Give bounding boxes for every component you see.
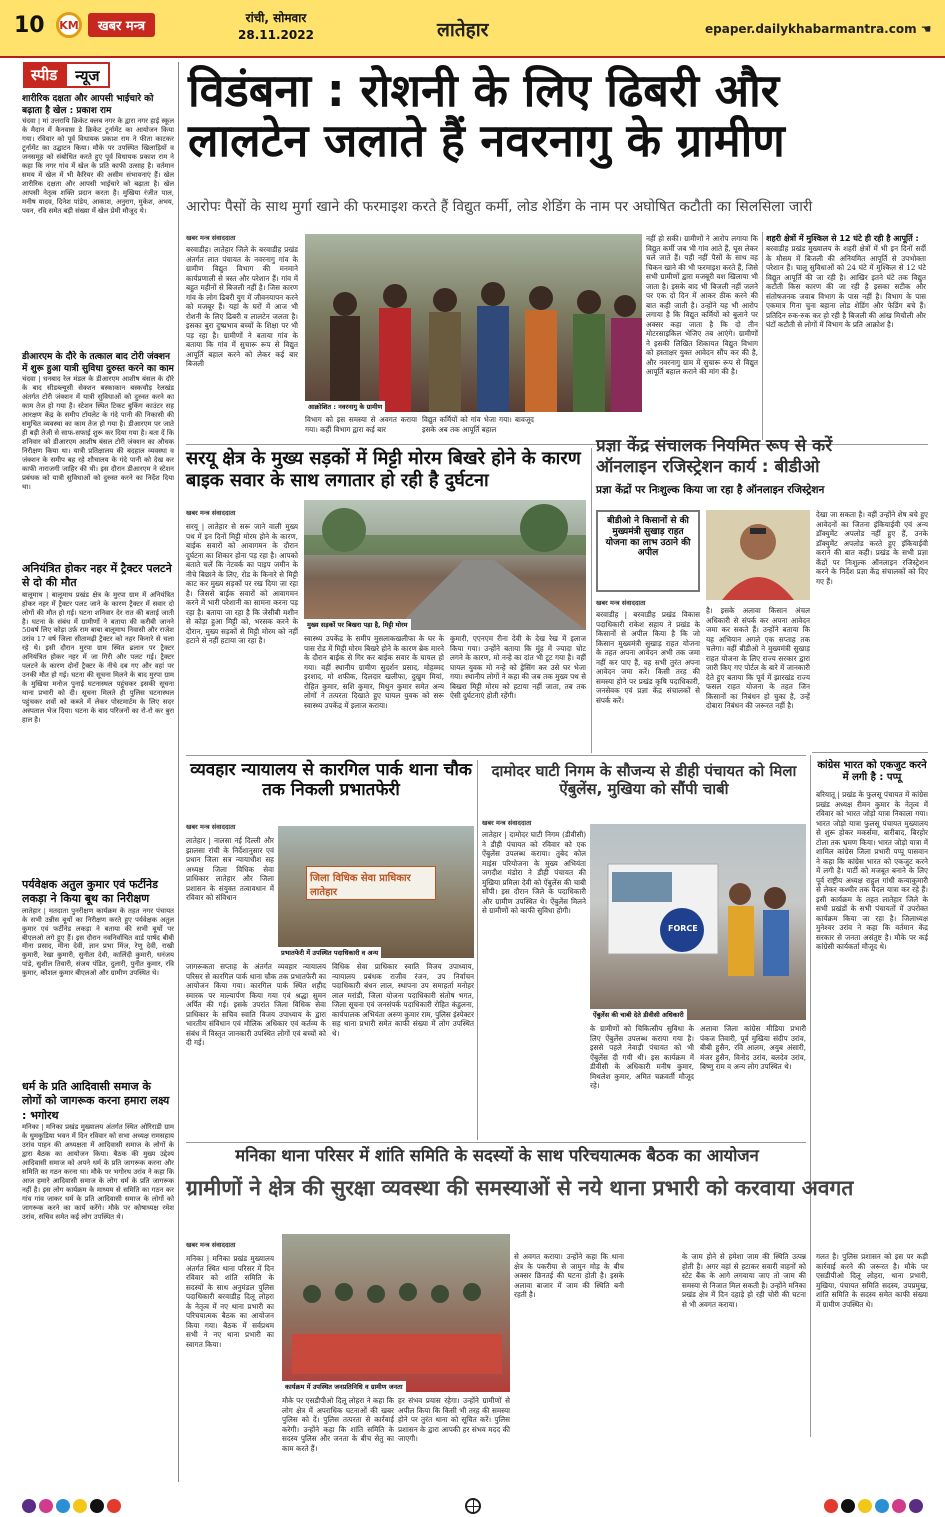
brief-headline: धर्म के प्रति आदिवासी समाज के लोगों को जागरूक करना हमारा लक्ष्य : भगोरथ (22, 1080, 170, 1122)
cursor-icon: ☚ (920, 22, 932, 36)
brief-headline: डीआरएम के दौरे के तत्काल बाद टोरी जंक्शन में शुरू हुआ यात्री सुविधा दुरुस्त करने का काम (22, 352, 174, 374)
color-dots-left (22, 1499, 121, 1513)
dvc-col-2: के ग्रामीणों को चिकित्सीय सुविधा के लिए ऐंबुलेंस उपलब्ध कराया गया है। इससे पहले नेवाड़ी पंचायत को भी ऐंबुलेंस दी गयी थी। इस कार्यक्रम में डीवीसी के अधिकारी मनीष कुमार, मिथलेश कुमार, अमित चक्रवर्ती मौजूद रहे। (590, 1024, 694, 1090)
meeting-scene (282, 1234, 510, 1392)
road-photo (304, 500, 586, 630)
color-dot (56, 1499, 70, 1513)
dvc-col-1: लातेहार | दामोदर घाटी निगम (डीवीसी) ने डीही पंचायत को रविवार को एक ऐंबुलेंस उपलब्ध कराया। तुबेद कोल माइंस परियोजना के मुख्य अभियंता जगदीश मंडोरा ने डीही पंचायत की मुखिया प्रमिला देवी को ऐंबुलेंस की चाबी सौंपी। इस दौरान जिले के पदाधिकारी और ग्रामीण उपस्थित थे। ऐंबुलेंस मिलने से ग्रामीणों को काफी सुविधा होगी। (482, 830, 586, 915)
manika-col-5: के जाम होने से हमेशा जाम की स्थिति उत्पन्न होती है। अगर वहां से हटाकर सवारी वाहनों को स्टेट बैंक के आगे लगवाया जाए तो जाम की समस्या से निजात मिल सकती है। उन्होंने मनिका प्रखंड क्षेत्र में दिन दहाड़े हो रही चोरी की घटना से भी अवगत कराया। (682, 1252, 806, 1309)
city-day: रांची, सोमवार (245, 11, 307, 25)
brief-body: मनिका | मनिका प्रखंड मुख्यालय अंतर्गत स्थित ओरिराडी ग्राम के धुमकुडिया भवन में दिन रविवार को सभा अध्यक्ष रामसहाय उरांव पाहन की अध्यक्षता में आदिवासी समाज के लोगों के द्वारा बैठक का आयोजन किया। बैठक की मुख्य उद्देश्य आदिवासी समाज को अपने धर्म के प्रति जागरूक करना और समिति का गठन करना था। मौके पर भगोरथ उरांव ने कहा कि आज हमारे आदिवासी समाज के लोग धर्म के प्रति जागरूक नहीं है। इस लोग कार्यक्रम के माध्यम से समिति का गठन कर गांव गांव जाकर धर्म के प्रति आदिवासी समाज के लोगों को जागरूक करने का कार्य करेंगे। मौके पर कोषाध्यक्ष रमेश उरांव, सचिव समेत कई लोग उपस्थित थे। (22, 1122, 174, 1221)
brief-body: चंदवा | मां उत्तरायि क्रिकेट क्लब नगर के द्वारा नगर हाई स्कूल के मैदान में कैनवास डे क्रिकेट टूर्नामेंट का आयोजन किया गया। रविवार को पूर्व विधायक प्रकाश राम ने फीता काटकर टूर्नामेंट का उद्घाटन किया। मौके पर उपस्थित खिलाड़ियों व जनसमूह को संबोधित करते हुए पूर्व विधायक प्रकाश राम ने कहा कि नगर गांव में खेल के प्रति काफी उत्साह है। वर्तमान समय में खेल में भी कैरियर की असीम संभावनाएं हैं। खेल शारीरिक दक्षता और आपसी भाईचारे को बढ़ाता है। खेल आपसी नेतृत्व शक्ति प्रदान करता है। मुखिया रंजीत पाल, मनीष यादव, दिनेश पांडेय, आकाश, अनुराग, मुकेश, अभय, पवन, रवि समेत बड़ी संख्या में खेल प्रेमी मौजूद थे। (22, 117, 174, 216)
newspaper-logo (56, 12, 155, 38)
pragya-headline-line2: ऑनलाइन रजिस्ट्रेशन कार्य : बीडीओ (596, 457, 820, 478)
left-brief-5 (22, 1080, 174, 1483)
meeting-photo-caption: कार्यक्रम में उपस्थित जनप्रतिनिधि व ग्रामीण जनता (282, 1381, 406, 1392)
color-dots-right (824, 1499, 923, 1513)
portrait-icon (706, 510, 810, 600)
road-photo-caption: मुख्य सड़कों पर बिखरा पड़ा है, मिट्टी मोरम (304, 619, 411, 630)
sarayu-col-1: सरयू | लातेहार से सरू जाने वाली मुख्य पथ में इन दिनों मिट्टी मोरम होने के कारण, बाईक सवारों को आवागमन के दौरान दुर्घटना का शिकार होना पड़ रहा है। आपको बताते चलें कि नेटवर्क का पाइप जमीन के नीचे बिछाने के लिए, रोड के किनारे से मिट्टी काट कर मुख्य सड़कों पर रख दिया जा रहा है। जिससे बाईक सवारों को आवागमन करने में भारी परेशानी का सामना करना पड़ रहा है। बताया जा रहा है कि जेसीबी मशीन से कोड़ा हुआ मिट्टी को, भरसक करने के दौरान, मुख्य सड़कों से मिट्टी मोरम को नहीं हटाने से नहीं हटाया जा रहा है। (186, 522, 298, 645)
main-subhead: आरोपः पैसों के साथ मुर्गा खाने की फरमाइश करते हैं विद्युत कर्मी, लोड शेडिंग के नाम पर अघोषित कटौती का सिलसिला जारी (186, 199, 813, 215)
left-brief-4 (22, 878, 174, 1077)
section-rule (186, 755, 806, 756)
sarayu-col-2: स्वास्थ्य उपकेंद्र के समीप मुसलाकखलीफा के घर के पास रोड में मिट्टी मोरम बिखरे होने के कारण ब्रेक मारने के दौरान बाईक से गिर कर बाईक सवार के घायल हो गया। वहीं स्थानीय ग्रामीण सुदर्शन प्रसाद, मोहम्मद इरशाद, मो शफीक, दिलदार खलीफा, दुखुम मियां, रोहित कुमार, सशि कुमार, मिथुन कुमार समेत अन्य लोगों ने तत्परता दिखाते हुए घायल युवक को सरू स्वास्थ्य उपकेंद्र में इलाज कराया। (304, 634, 444, 710)
logo-badge-icon: KM (56, 12, 82, 38)
color-dot (858, 1499, 872, 1513)
ambulance-brand: FORCE (668, 924, 698, 933)
pragya-headline-line1: प्रज्ञा केंद्र संचालक नियमित रूप से करें (596, 436, 833, 456)
section-title: लातेहार (437, 19, 489, 41)
court-col-1: लातेहार | नालसा नई दिल्ली और झालसा रांची के निर्देशानुसार एवं प्रधान जिला सत्र न्यायाधीश सह अध्यक्ष जिला विधिक सेवा प्राधिकार लातेहार और जिला प्रशासन के संयुक्त तत्वावधान में रविवार को संविधान (186, 836, 274, 902)
court-col-2: जागरूकता सप्ताह के अंतर्गत व्यवहार न्यायालय परिसर से कारगिल पार्क थाना चौक तक प्रभातफेरी का आयोजन किया गया। कारगिल पार्क स्थित शहीद स्मारक पर माल्यार्पण किया गया एवं श्रद्धा सुमन अर्पित की गई। इसके उपरांत जिला विधिक सेवा प्राधिकार के सचिव स्वाति विजय उपाध्याय के द्वारा भारतीय संविधान एवं मौलिक अधिकार एवं कर्तव्य के संबंध में विस्तृत जानकारी उपस्थित लोगों एवं बच्चों को दी गई। (186, 962, 326, 1047)
main-photo (305, 234, 642, 412)
main-headline (188, 66, 928, 167)
ambulance-photo (590, 824, 806, 1020)
color-dot (107, 1499, 121, 1513)
main-photo-caption: आक्रोशित : नवरनागु के ग्रामीण (305, 401, 385, 412)
section-rule (186, 1142, 806, 1143)
color-dot (909, 1499, 923, 1513)
manika-headline-1: मनिका थाना परिसर में शांति समिति के सदस्यों के साथ परिचयात्मक बैठक का आयोजन (235, 1146, 759, 1165)
sarayu-headline: सरयू क्षेत्र के मुख्य सड़कों में मिट्टी मोरम बिखरे होने के कारण बाइक सवार के साथ लगातार हो रही है दुर्घटना (186, 448, 581, 491)
byline: खबर मन्त्र संवाददाता (596, 599, 646, 607)
column-divider (591, 448, 592, 753)
court-headline: व्यवहार न्यायालय से कारगिल पार्क थाना चौक तक निकली प्रभातफेरी (190, 760, 472, 801)
manika-col-3: हर संभव प्रयास रहेगा। उन्होंने ग्रामीणों से अपील किया कि किसी भी तरह की समस्या होने पर तुरंत थाना को सूचित करें। पुलिस प्रशासन के द्वारा आपकी हर संभव मदद की जाएगी। (398, 1396, 510, 1443)
epaper-url[interactable] (705, 22, 932, 36)
logo-name: खबर मन्त्र (88, 13, 155, 37)
left-brief-3 (22, 562, 174, 863)
brief-body: बालूमाथ | बालूमाथ प्रखंड क्षेत्र के मुरपा ग्राम में अनियंत्रित होकर नहर में ट्रैक्टर पलट जाने के कारण ट्रैक्टर में सवार दो लोगों की मौत हो गई। घटना शनिवार देर रात की बताई जाती है। घटना के संबंध में ग्रामीणों ने बताया की करीबी जानने 50वर्ष लिए कोड़ा उर्फ़ राम बाबा बालूमाथ निवासी और राजेश उरांव 17 वर्ष जिला सीतामढ़ी ट्रैक्टर को नहर किनारे से चला रहे थे। इसी दौरान मुरपा ग्राम स्थित ढलान पर ट्रैक्टर अनियंत्रित होकर नहर में जा गिरी और पलट गई। ट्रैक्टर पलटने के कारण दोनों ट्रैक्टर के नीचे दब गए और वहां पर उनकी मौत हो गई। घटना की सूचना मिलने के बाद मुरपा ग्राम के मुखिया मनोज पुनाई घटनास्थल पहुंचकर इसकी सूचना थाना प्रभारी को दी। सूचना मिलते ही पुलिस घटनास्थल पहुंचकर शवों को कब्जे में लेकर पोस्टमार्टम के लिए सदर अस्पताल भेज दिया। घटना के बाद परिजनों का रो-रो कर बुरा हाल है। (22, 590, 174, 725)
page-number: 10 (14, 13, 45, 38)
manika-headline-2: ग्रामीणों ने क्षेत्र की सुरक्षा व्यवस्था की समस्याओं से नये थाना प्रभारी को करवाया अवगत (186, 1176, 854, 1200)
main-col-3: विद्युत कर्मियों को गांव भेजा गया। बावजूद इसके अब तक आपूर्ति बहाल (422, 415, 534, 434)
pragya-subhead: प्रज्ञा केंद्रों पर निःशुल्क किया जा रहा है ऑनलाइन रजिस्ट्रेशन (596, 484, 825, 496)
registration-mark-icon (465, 1498, 481, 1514)
brief-body: लातेहार | मतदाता पुनरीक्षण कार्यक्रम के तहत नगर पंचायत के सभी उन्नीस बूथों का निरीक्षण करते हुए पर्यवेक्षक अतुल कुमार एवं फर्टीनेड लकड़ा ने बताया की सभी बूथों पर बीएलओ लगे हुए हैं। इस दौरान नवनिर्वाचित वार्ड पार्षद बीबी मीना प्रसाद, मीना देवी, ज्ञान प्रभा मिंज, रेणु देवी, राखी कुमारी, रेखा कुमारी, सुनीता देवी, कालिंदी कुमारी, धनंजय पांडे, सुशील तिवारी, संजय पंडित, दुलारी, पुनीत कुमार, रवि कुमार, कौशल कुमार बीएलओ और ग्रामीण उपस्थित थे। (22, 906, 174, 978)
congress-headline: कांग्रेस भारत को एकजुट करने में लगी है : पप्पू (817, 760, 927, 783)
epaper-link[interactable]: epaper.dailykhabarmantra.com (705, 22, 917, 36)
main-sidebar (766, 234, 926, 434)
rally-photo (278, 826, 474, 958)
manika-col-4: से अवगत कराया। उन्होंने कहा कि थाना क्षेत्र के पकरीया से जामुन मोड़ के बीच अक्सर छिनतई की घटना होती है। इसके अलावा बाजार में जाम की स्थिति बनी रहती है। (514, 1252, 624, 1299)
main-col-4: नहीं हो सकी। ग्रामीणों ने आरोप लगाया कि विद्युत कर्मी जब भी गांव आते हैं, घूस लेकर चले जाते हैं। यही नहीं पैसों के साथ वह चिकन खाने की भी फरमाइश करते हैं, जिसे सभी ग्रामीणों द्वारा मजबूरी वश खिलाया भी जाता है। इसके बाद भी बिजली नहीं जलने पर एक दो दिन में आकर ठीक करने की बात कही जाती है। उन्होंने यह भी आरोप लगाया है कि विद्युत कर्मियों को बुलाने पर अक्सर कहा जाता है कि दो तीन मोटरसाइकिल भेजिए तब आएंगे। ग्रामीणों ने इसकी लिखित शिकायत विद्युत विभाग को हस्ताक्षर युक्त आवेदन सौंप कर की है, और नवरनागु ग्राम में सुचारू रूप से विद्युत आपूर्ति बहाल कराने की मांग की है। (646, 234, 758, 376)
congress-body: बरियातू | प्रखंड के फुलसू पंचायत में कांग्रेस प्रखंड अध्यक्ष रीमन कुमार के नेतृत्व में रविवार को भारत जोड़ो यात्रा निकाला गया। भारत जोड़ो यात्रा फुलसू पंचायत मुख्यालय से शुरू होकर मकर्समा, बारीबाद, बिरहोर टोला तक भ्रमण किया। भारत जोड़ो यात्रा में शामिल कांग्रेस जिला प्रभारी पप्पू पासवान ने कहा कि कांग्रेस भारत को एकजुट करने में लगी है। पार्टी को मजबूत बनाने के लिए पूर्व राष्ट्रीय अध्यक्ष राहुल गांधी कन्याकुमारी से लेकर कश्मीर तक पैदल यात्रा कर रहे हैं। इसी कार्यक्रम के तहत लातेहार जिले के सभी प्रखंडों के सभी पंचायतों में उपरोक्त कार्यक्रम किया जा रहा है। जिलाध्यक्ष मुनेश्वर उरांव ने कहा कि वर्तमान केंद्र सरकार से जनता असंतुष्ट है। मौके पर कई कांग्रेसी कार्यकर्ता मौजूद थे। (816, 790, 928, 951)
main-headline-line1: विडंबना : रोशनी के लिए ढिबरी और (188, 64, 780, 117)
ambulance-photo-caption: ऐंबुलेंस की चाबी देते डीवीसी अधिकारी (590, 1009, 687, 1020)
byline: खबर मन्त्र संवाददाता (482, 819, 532, 827)
masthead (0, 0, 945, 58)
news-label: न्यूज (65, 62, 109, 88)
byline: खबर मन्त्र संवाददाता (186, 509, 236, 517)
print-marks (0, 1495, 945, 1517)
pragya-col-3: देखा जा सकता है। वहीं उन्होंने शेष बचे हुए आवेदनों का जितना इंकियाईवी एवं अन्य डॉक्युमेंट अपलोड नहीं हुए हैं, उनके डॉक्युमेंट अपलोड करते हुए इंकियाईवी कराने की बात कही। प्रखंड के सभी प्रज्ञा केंद्रों पर निःशुल्क ऑनलाइन रजिस्ट्रेशन करने के निर्देश प्रज्ञा केंद्र संचालकों को दिए गए हैं। (816, 510, 928, 586)
color-dot (22, 1499, 36, 1513)
main-col-2: विभाग को इस समस्या से अवगत कराया गया। कहीं विभाग द्वारा कई बार (305, 415, 417, 434)
meeting-photo (282, 1234, 510, 1392)
rally-photo-caption: प्रभातफेरी में उपस्थित पदाधिकारी व अन्य (278, 947, 381, 958)
color-dot (90, 1499, 104, 1513)
column-divider (178, 62, 179, 1482)
manika-col-2: मौके पर एसडीपीओ दिलू लोहरा ने कहा कि लोग क्षेत्र में अपराधिक घटनाओं की खबर पुलिस को दें। पुलिस तत्परता से कार्रवाई करेगी। उन्होंने कहा कि शांति समिति के सदस्य पुलिस और जनता के बीच सेतु का काम करते हैं। (282, 1396, 394, 1453)
sidebar-headline: शहरी क्षेत्रों में मुश्किल से 12 घंटे ही रही है आपूर्ति : (766, 234, 919, 243)
pragya-headline (596, 436, 928, 479)
color-dot (73, 1499, 87, 1513)
dateline (238, 10, 314, 44)
bdo-portrait (706, 510, 810, 600)
byline: खबर मन्त्र संवाददाता (186, 234, 236, 242)
main-col-1: बरवाडीह। लातेहार जिले के बरवाडीह प्रखंड अंतर्गत लात पंचायत के नवरनागु गांव के ग्रामीण विद्युत विभाग की मनमाने कार्यप्रणाली से त्रस्त और परेशान हैं। गांव में बहुत महीनों से बिजली नहीं है। जिस कारण गांव के लोग ढिबरी युग में जीवनयापन करने को मजबूर हैं। यहां के घरों में आज भी रोशनी के लिए ढिबरी व लालटेन जलता है। इसका बुरा दुष्प्रभाव बच्चों के शिक्षा पर भी पड़ रहा है। ग्रामीणों ने बताया गांव के बताया कि गांव में सुचारू रूप से विद्युत आपूर्ति बहाल करने को लेकर कई बार बिजली (186, 245, 298, 368)
sidebar-body: बरवाडीह प्रखंड मुख्यालय के शहरी क्षेत्रों में भी इन दिनों सर्दी के मौसम में बिजली की अनियमित आपूर्ति से उपभोक्ता परेशान हैं। चालू सुविधाओं को 24 घंटे में मुश्किल से 12 घंटे विद्युत आपूर्ति की जा रही है। आखिर इतने घंटे तक विद्युत कटौती किस कारण की जा रही है इसका सटीक और संतोषजनक जवाब विभाग के पास नहीं है। विभाग के पास एकमात्र गिना चुना बहाना लोड शेडिंग और फेडिंग बचे हैं। प्रतिदिन रुक-रुक कर हो रही है बिजली की आंख मिचौली और घंटों कटौती से लोगों में विभाग के प्रति आक्रोश है। (766, 244, 926, 330)
left-brief-2 (22, 352, 174, 565)
column-divider (477, 760, 478, 1140)
pragya-highlight-box: बीडीओ ने किसानों से की मुख्यमंत्री सुखाड़ राहत योजना का लाभ उठाने की अपील (596, 510, 700, 592)
manika-col-5a (626, 1252, 678, 1476)
left-brief-1 (22, 94, 174, 339)
ambulance-scene (590, 824, 806, 1020)
brief-body: चंदवा | धनबाद रेल मंडल के डीआरएम आशीष बंसल के दौरे के बाद सीडब्ल्यूसी सेक्शन बस्काकान बस्कचौड़ रेलखंड अंतर्गत टोरी जंक्शन में यात्री सुविधाओं को दुरुस्त करने का काम तेज हो गया है। स्टेशन स्थित टिकट बुकिंग काउंटर सह आरक्षण केंद्र के समीप टॉयलेट के गंदे पानी की निकासी की समुचित व्यवस्था का काम तेज हो गया है। डीआरएम पर जाते ही बड़ी तेजी से साफ-सफाई शुरू कर दिया गया है। बता दें कि शनिवार को डीआरएम आशीष बंसल टोरी जंक्शन का औचक निरीक्षण किया था। यात्री प्रतिक्षालय की बदहाल व्यवस्था व जंक्शन के समीप बह रहे शौचालय के गंदे पानी को देख कर काफी नाराजगी जाहिर की थी। इस दौरान डीआरएम ने स्टेशन प्रबंधक को यात्री सुविधाओं को दुरुस्त करने का निर्देश दिया था। (22, 375, 174, 491)
brief-headline: पर्यवेक्षक अतुल कुमार एवं फर्टीनेड लकड़ा ने किया बूथ का निरीक्षण (22, 878, 158, 906)
byline: खबर मन्त्र संवाददाता (186, 1241, 236, 1249)
speed-news-label (23, 62, 173, 88)
column-divider (810, 755, 811, 1437)
color-dot (841, 1499, 855, 1513)
byline: खबर मन्त्र संवाददाता (186, 823, 236, 831)
dvc-headline: दामोदर घाटी निगम के सौजन्य से डीही पंचायत को मिला ऐंबुलेंस, मुखिया को सौंपी चाबी (491, 762, 797, 798)
pragya-col-1: बरवाडीह | बरवाडीह प्रखंड विकास पदाधिकारी राकेश सहाय ने प्रखंड के किसानों से अपील किया है कि जो किसान मुख्यमंत्री सुखाड़ राहत योजना के तहत अपना आवेदन अभी तक जमा नहीं कर पाए हैं, वह सभी तुरंत अपना आवेदन जमा करें। किसी तरह की समस्या होने पर प्रखंड कृषि पदाधिकारी, जनसेवक एवं प्रज्ञा केंद्र संचालकों से संपर्क करें। (596, 610, 700, 705)
court-col-3: विधिक सेवा प्राधिकार स्वाति विजय उपाध्याय, न्यायालय प्रबंधक राजीव रंजन, उप निर्वाचन पदाधिकारी बंधन लाल, स्थापना उप समाहर्ता मनोहर लाल मरांडी, जिला योजना पदाधिकारी संतोष भगत, जिला सूचना एवं जनसंपर्क पदाधिकारी रोहित कंडुलना, कार्यपालक अभियंता अरुण कुमार राम, पुलिस इंस्पेक्टर सह थाना प्रभारी समेत काफी संख्या में लोग उपस्थित थे। (332, 962, 474, 1038)
color-dot (39, 1499, 53, 1513)
manika-col-6: गलत है। पुलिस प्रशासन को इस पर कड़ी कार्रवाई करने की जरूरत है। मौके पर एसडीपीओ दिलू लोहरा, थाना प्रभारी, मुखिया, पंचायत समिति सदस्य, उपप्रमुख, शांति समिति के सदस्य समेत काफी संख्या में ग्रामीण उपस्थित थे। (816, 1252, 928, 1309)
color-dot (824, 1499, 838, 1513)
sarayu-col-3: कुमारी, एएनएम रीना देवी के देख रेख में इलाज किया गया। उन्होंने बताया कि मुंह में ज्यादा चोट लगने के कारण, मो नन्हे का दांत भी टूट गया है। वहीं घायल युवक मो नन्हे को ड्रेसिंग कर उसे घर भेजा गया। स्थानीय लोगों ने कहा की जब तक मुख्य पथ से बिखरा मिट्टी मोरम को हटाया नहीं जाता, तब तक ऐसी दुर्घटनाएं होती रहेंगी। (450, 634, 586, 700)
speed-label: स्पीड (23, 62, 65, 88)
villagers-photo (305, 234, 642, 412)
color-dot (875, 1499, 889, 1513)
main-headline-line2: लालटेन जलाते हैं नवरनागु के ग्रामीण (188, 114, 785, 168)
brief-headline: अनियंत्रित होकर नहर में ट्रैक्टर पलटने से दो की मौत (22, 562, 172, 590)
section-rule (812, 752, 928, 753)
brief-headline: शारीरिक दक्षता और आपसी भाईचारे को बढ़ाता है खेल : प्रकाश राम (22, 94, 154, 116)
pragya-col-2: है। इसके अलावा किसान अंचल अधिकारी से संपर्क कर अपना आवेदन जमा कर सकते हैं। उन्होंने बताया कि यह अभियान अगले एक सप्ताह तक चलेगा। वहीं बीडीओ ने मुख्यमंत्री सुखाड़ राहत योजना के लिए राज्य सरकार द्वारा जारी किए गए पोर्टल के बारे में जानकारी देते हुए बताया कि पूर्व में झारखंड राज्य फसल राहत योजना के तहत जिन किसानों का निबंधन हो चुका है, उन्हें दोबारा निबंधन की जरूरत नहीं है। (706, 606, 810, 710)
color-dot (892, 1499, 906, 1513)
date: 28.11.2022 (238, 27, 314, 42)
road-scene (304, 500, 586, 630)
column-divider (762, 232, 763, 440)
dvc-col-3: अलावा जिला कांग्रेस मीडिया प्रभारी पंकज तिवारी, पूर्व मुखिया संदीप उरांव, बीबी हुसैन, रवि आलम, अयुब अंसारी, मंजर हुसैन, विनोद उरांव, बलदेव उरांव, बिष्णु राम व अन्य लोग उपस्थित थे। (700, 1024, 806, 1071)
rally-banner: जिला विधिक सेवा प्राधिकार लातेहार (306, 866, 436, 900)
manika-col-1: मनिका | मनिका प्रखंड मुख्यालय अंतर्गत स्थित थाना परिसर में दिन रविवार को शांति समिति के सदस्यों के साथ अनुमंडल पुलिस पदाधिकारी बरवाडीह दिलू लोहरा के नेतृत्व में नए थाना प्रभारी का परिचयात्मक बैठक का आयोजन किया गया। बैठक में सर्वप्रथम सभी ने नए थाना प्रभारी का स्वागत किया। (186, 1254, 274, 1349)
